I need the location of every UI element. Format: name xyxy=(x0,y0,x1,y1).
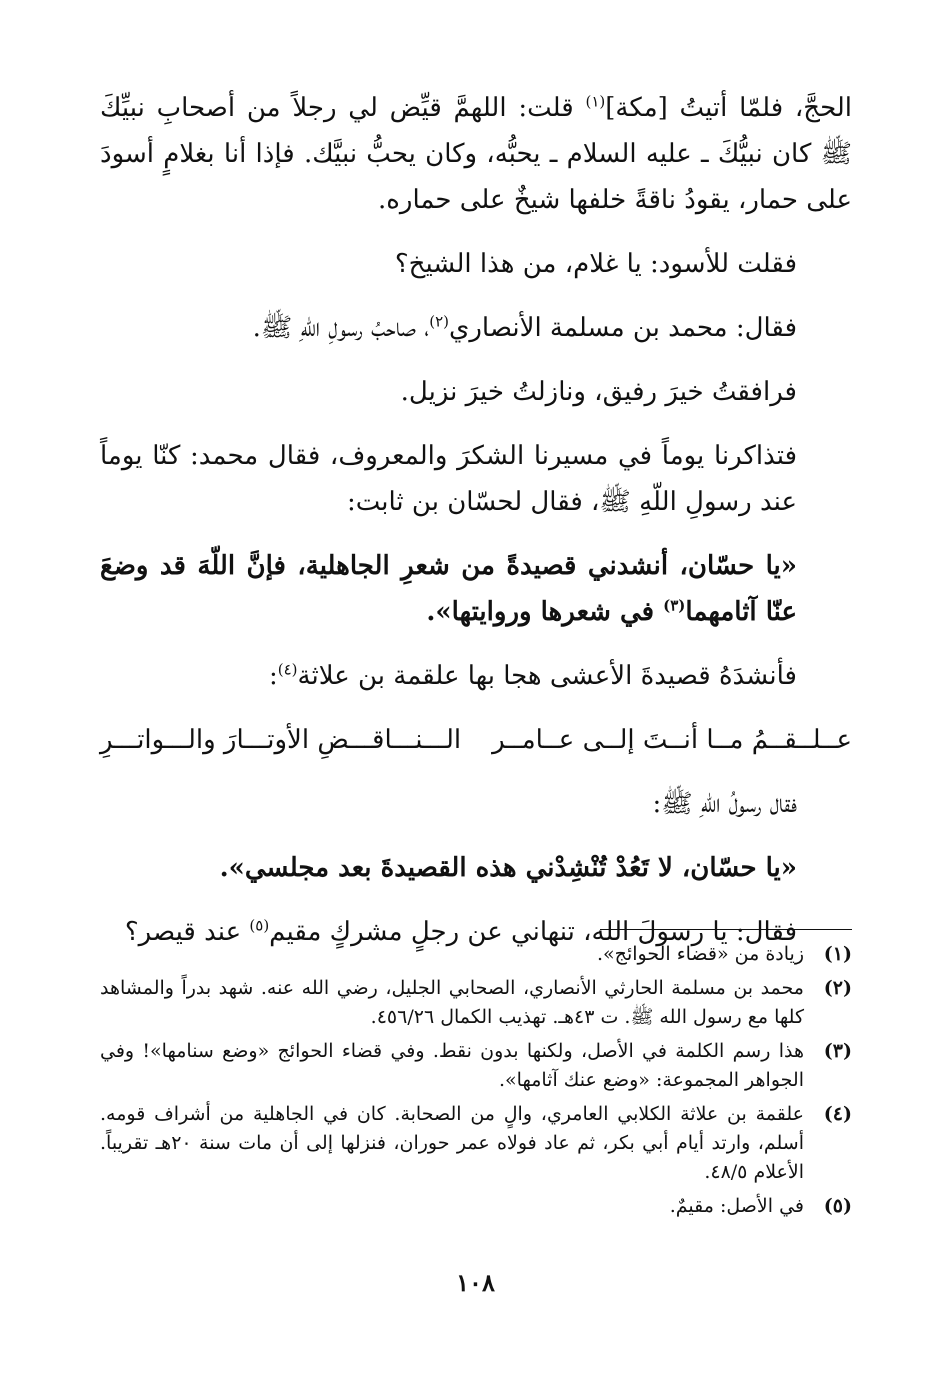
hadith-quote-2: «يا حسّان، لا تَعُدْ تُنْشِدْني هذه القصيدةَ بعد مجلسي». xyxy=(219,853,797,883)
footnotes xyxy=(100,940,852,1226)
footnote-1 xyxy=(100,940,852,969)
poetry-verse xyxy=(100,717,852,763)
hadith-quote-1 xyxy=(100,543,852,635)
paragraph-7-text-a: فأنشدَهُ قصيدةَ الأعشى هجا بها علقمة بن علاثة xyxy=(297,661,797,691)
hadith-quote-1-text-b: في شعرها وروايتها». xyxy=(426,597,664,627)
footnote-text: هذا رسم الكلمة في الأصل، ولكنها بدون نقط. وفي قضاء الحوائج «وضع سنامها»! وفي الجواهر المجموعة: «وضع عنك آثامها». xyxy=(100,1040,804,1091)
footnote-ref-5[interactable]: (٥) xyxy=(249,916,270,935)
footnote-3 xyxy=(100,1037,852,1095)
paragraph-4: فرافقتُ خيرَ رفيق، ونازلتُ خيرَ نزيل. xyxy=(400,377,797,407)
page-number: ١٠٨ xyxy=(456,1268,495,1297)
paragraph-2: فقلت للأسود: يا غلام، من هذا الشيخ؟ xyxy=(394,249,797,279)
footnote-number: (٢) xyxy=(823,977,852,999)
footnote-ref-2[interactable]: (٢) xyxy=(429,312,449,331)
footnote-2 xyxy=(100,974,852,1032)
paragraph-3 xyxy=(100,305,852,351)
paragraph-1-text-a: الحجَّ، فلمّا أتيتُ [مكة] xyxy=(605,93,853,123)
paragraph-3-text-a: فقال: محمد بن مسلمة الأنصاري xyxy=(449,313,797,343)
paragraph-1-text-b: قلت: اللهمَّ قيِّض لي رجلاً من أصحابِ نبيِّكَ ﷺ كان نبيُّكَ ـ عليه السلام ـ يحبُّه، وكان يحبُّ نبيَّك. فإذا أنا بغلامٍ أسودَ على حمار، يقودُ ناقةً خلفها شيخٌ على حماره. xyxy=(100,93,852,215)
paragraph-8: فقال رسولُ اللّهِ ﷺ: xyxy=(652,789,797,819)
paragraph-1 xyxy=(100,85,852,223)
footnote-5 xyxy=(100,1192,852,1221)
footnote-text: محمد بن مسلمة الحارثي الأنصاري، الصحابي الجليل، رضي الله عنه. شهد بدراً والمشاهد كلها مع رسول الله ﷺ. ت ٤٣هـ. تهذيب الكمال ٤٥٦/٢٦. xyxy=(100,977,804,1028)
footnote-number: (٤) xyxy=(823,1103,852,1125)
footnote-ref-3[interactable]: (٣) xyxy=(663,596,686,615)
paragraph-3-text-b: ، صاحبُ رسولِ اللّهِ ﷺ. xyxy=(252,313,430,343)
footnote-text: علقمة بن علاثة الكلابي العامري، والٍ من الصحابة. كان في الجاهلية من أشراف قومه. أسلم، وارتد أيام أبي بكر، ثم عاد فولاه عمر حوران، فنزلها إلى أن مات سنة ٢٠هـ تقريباً. الأعلام ٤٨/٥. xyxy=(100,1103,804,1183)
footnote-ref-4[interactable]: (٤) xyxy=(277,660,298,679)
main-text xyxy=(100,85,852,955)
footnote-4 xyxy=(100,1100,852,1187)
footnote-text: في الأصل: مقيمٌ. xyxy=(669,1195,804,1217)
paragraph-7 xyxy=(100,653,852,699)
footnote-divider xyxy=(600,929,852,930)
footnote-number: (٣) xyxy=(823,1040,852,1062)
paragraph-5: فتذاكرنا يوماً في مسيرنا الشكرَ والمعروف، فقال محمد: كنّا يوماً عند رسولِ اللّهِ ﷺ، فقال لحسّان بن ثابت: xyxy=(100,441,797,517)
footnote-number: (٥) xyxy=(823,1195,852,1217)
verse-first-hemistich: عــلــقــمُ مــا أنــتَ إلــى عــامــر xyxy=(492,725,852,755)
verse-second-hemistich: الـــنـــاقـــضِ الأوتـــارَ والـــواتـــرِ xyxy=(100,725,462,755)
footnote-text: زيادة من «قضاء الحوائج». xyxy=(597,943,804,965)
hadith-quote-1-text-a: «يا حسّان، أنشدني قصيدةً من شعرِ الجاهلية، فإنَّ اللّهَ قد وضعَ عنّا آثامهما xyxy=(100,551,797,627)
paragraph-10-text-b: عند قيصر؟ xyxy=(124,917,250,947)
footnote-ref-1[interactable]: (١) xyxy=(585,92,606,111)
paragraph-7-text-b: : xyxy=(268,661,278,691)
footnote-number: (١) xyxy=(823,943,852,965)
paragraph-10-text-a: فقال: يا رسولَ الله، تنهاني عن رجلٍ مشركٍ مقيم xyxy=(269,917,797,947)
